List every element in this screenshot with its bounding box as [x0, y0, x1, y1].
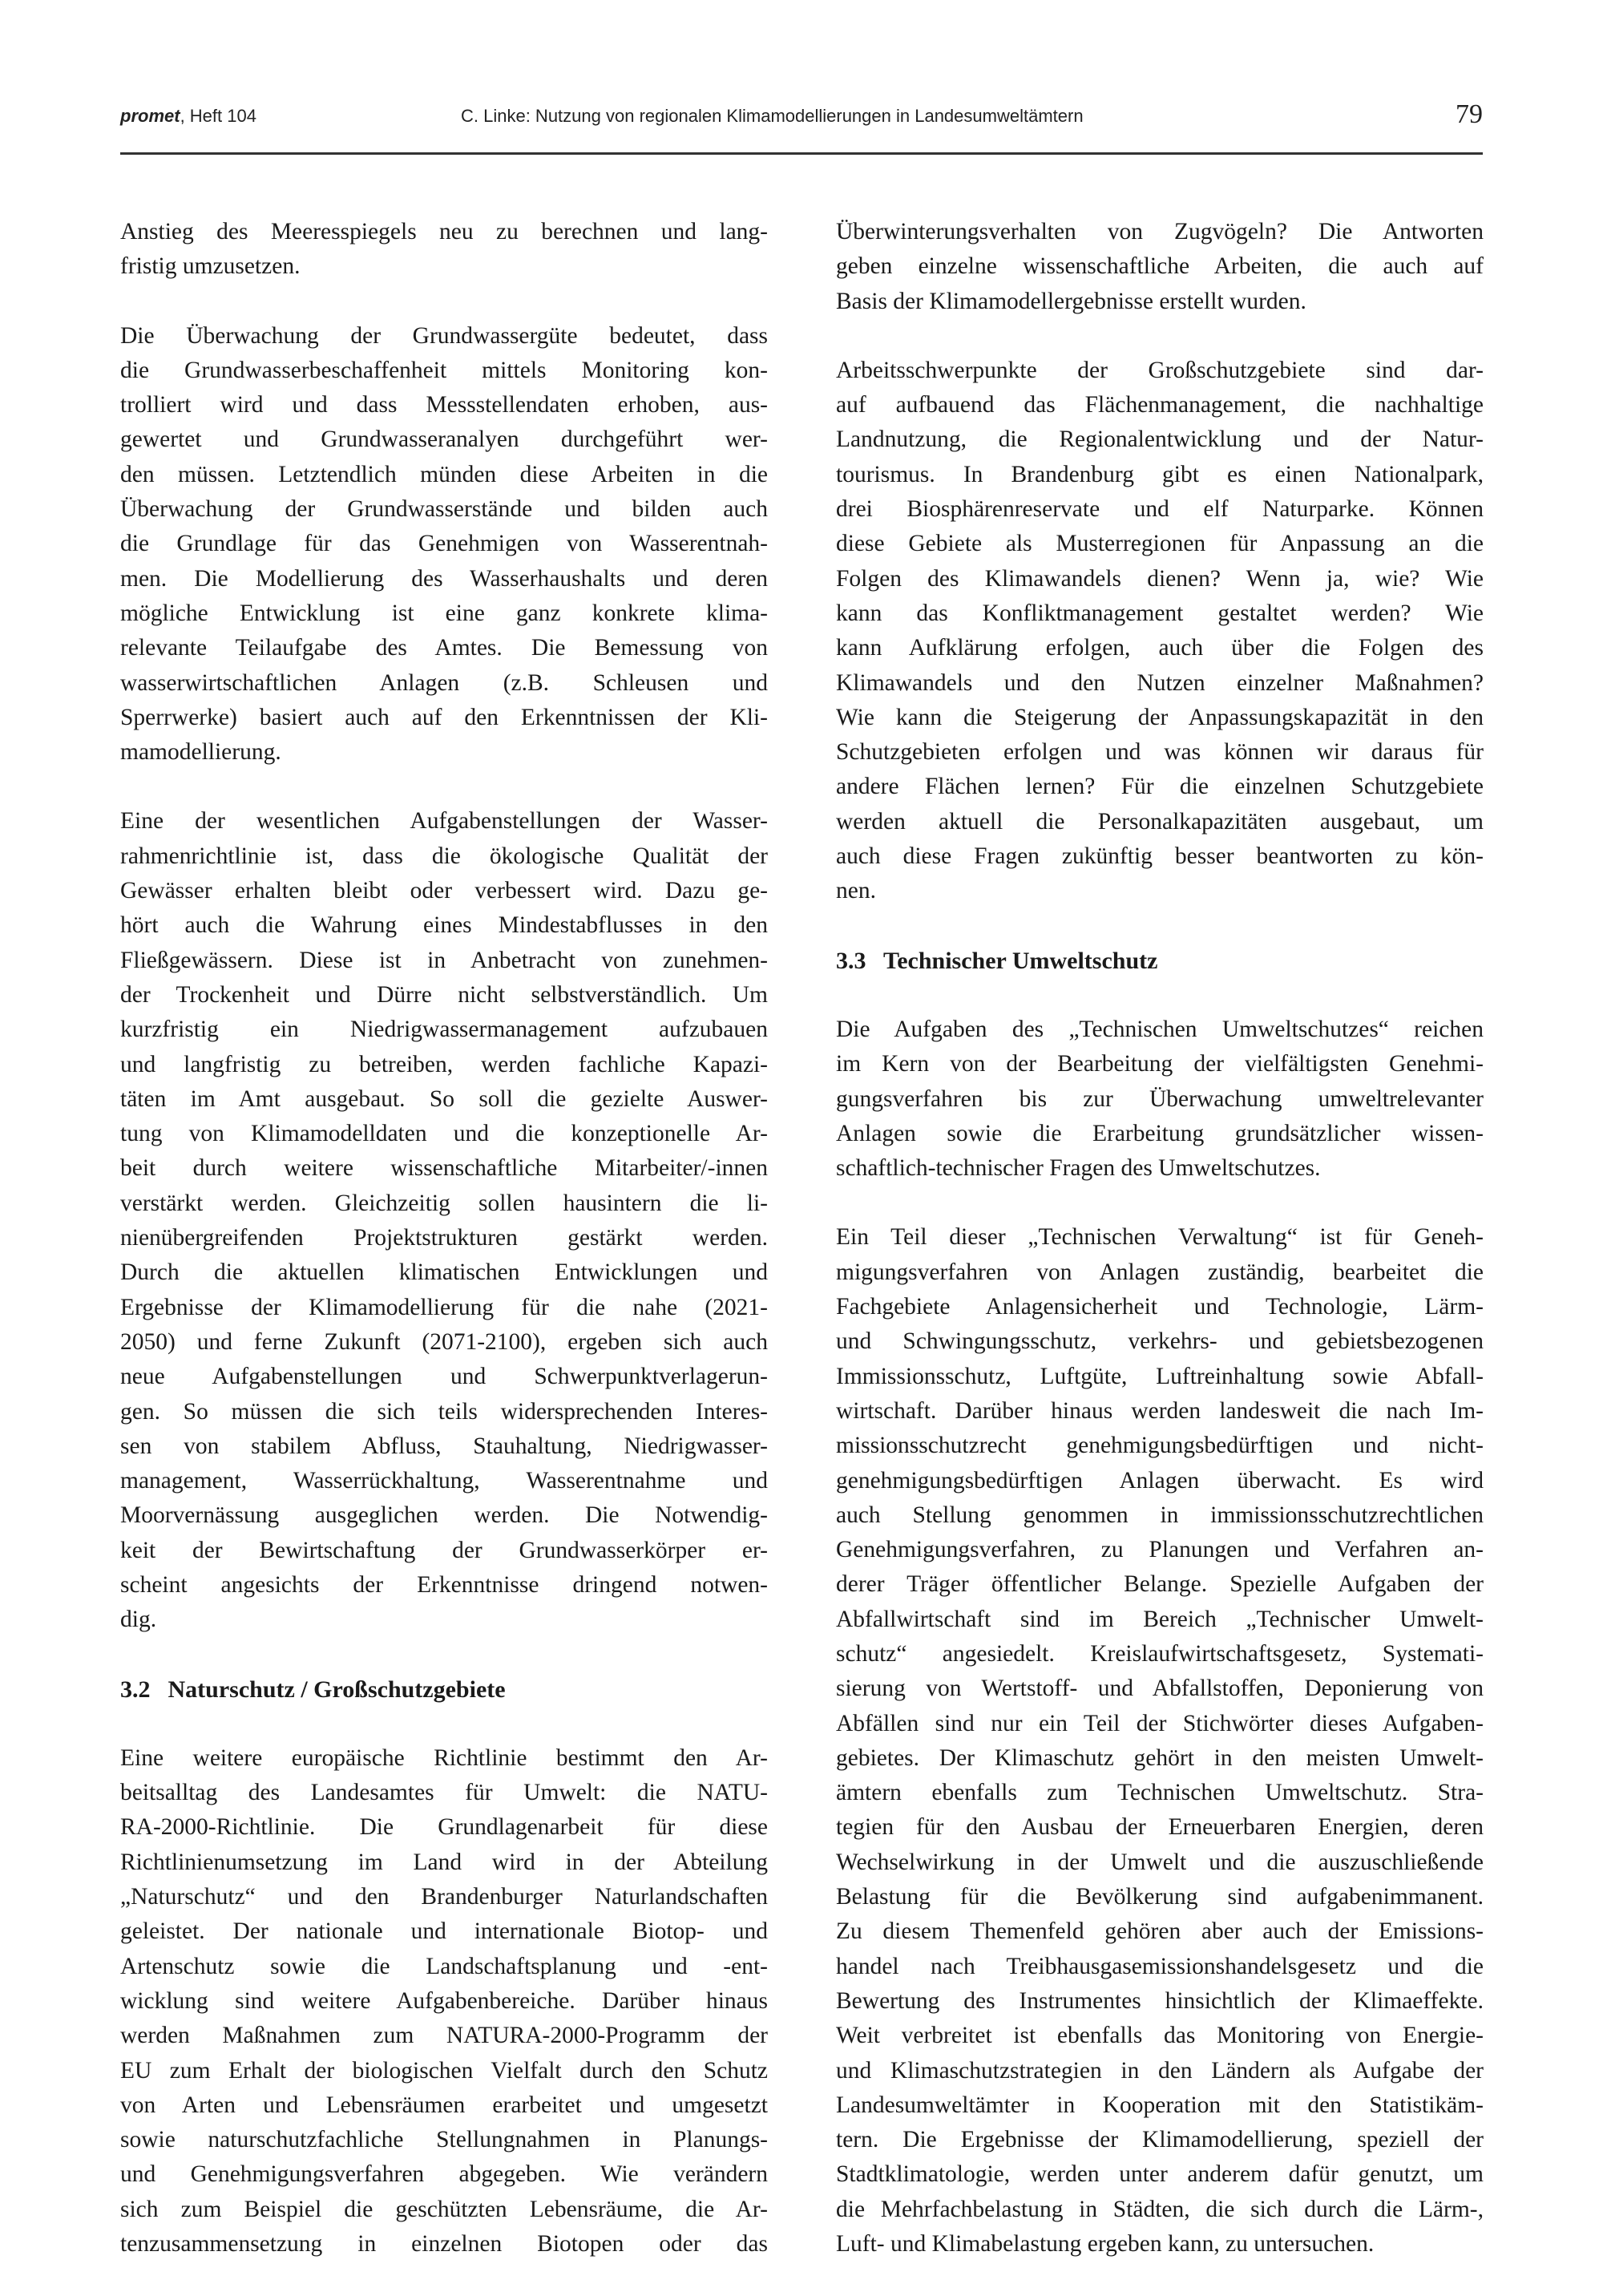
text-line: Gewässer erhalten bleibt oder verbessert wird. Dazu ge- — [120, 878, 768, 904]
text-line: trolliert wird und dass Messstellendaten erhoben, aus- — [120, 392, 768, 418]
text-line: handel nach Treibhausgasemissionshandelsgesetz und die — [836, 1953, 1484, 1979]
text-line: Moorvernässung ausgeglichen werden. Die Notwendig- — [120, 1502, 768, 1529]
text-line: und langfristig zu betreiben, werden fachliche Kapazi- — [120, 1051, 768, 1077]
text-line: täten im Amt ausgebaut. So soll die gezielte Auswer- — [120, 1085, 768, 1112]
text-line: gungsverfahren bis zur Überwachung umweltrelevanter — [836, 1085, 1484, 1112]
text-line: Folgen des Klimawandels dienen? Wenn ja, wie? Wie — [836, 565, 1484, 592]
text-line: Basis der Klimamodellergebnisse erstellt wurden. — [836, 288, 1306, 314]
text-line: geleistet. Der nationale und internationale Biotop- und — [120, 1918, 768, 1945]
text-line: keit der Bewirtschaftung der Grundwasserkörper er- — [120, 1537, 768, 1563]
text-line: Durch die aktuellen klimatischen Entwicklungen und — [120, 1259, 768, 1286]
text-line: andere Flächen lernen? Für die einzelnen Schutzgebiete — [836, 774, 1484, 800]
text-line: beit durch weitere wissenschaftliche Mitarbeiter/-innen — [120, 1155, 768, 1182]
text-line: Genehmigungsverfahren, zu Planungen und Verfahren an- — [836, 1537, 1484, 1563]
text-line: missionsschutzrecht genehmigungsbedürftigen und nicht- — [836, 1433, 1484, 1459]
text-line: verstärkt werden. Gleichzeitig sollen hausintern die li- — [120, 1190, 768, 1216]
text-line: ämtern ebenfalls zum Technischen Umweltschutz. Stra- — [836, 1780, 1484, 1806]
text-line: wasserwirtschaftlichen Anlagen (z.B. Schleusen und — [120, 669, 768, 696]
text-line: auf aufbauend das Flächenmanagement, die nachhaltige — [836, 392, 1484, 418]
text-line: drei Biosphärenreservate und elf Naturparke. Können — [836, 496, 1484, 523]
text-line: Eine weitere europäische Richtlinie bestimmt den Ar- — [120, 1744, 768, 1771]
text-line: im Kern von der Bearbeitung der vielfältigsten Genehmi- — [836, 1051, 1484, 1077]
paragraph — [836, 354, 1484, 909]
text-line: sen von stabilem Abfluss, Stauhaltung, Niedrigwasser- — [120, 1433, 768, 1459]
paragraph — [120, 319, 768, 770]
running-header — [120, 99, 1483, 135]
text-line: 2050) und ferne Zukunft (2071-2100), ergeben sich auch — [120, 1328, 768, 1355]
text-line: werden Maßnahmen zum NATURA-2000-Programm der — [120, 2023, 768, 2049]
text-line: hört auch die Wahrung eines Mindestabflusses in den — [120, 912, 768, 939]
text-line: Richtlinienumsetzung im Land wird in der Abteilung — [120, 1849, 768, 1875]
text-line: Anlagen sowie die Erarbeitung grundsätzlicher wissen- — [836, 1120, 1484, 1146]
text-line: auch Stellung genommen in immissionsschutzrechtlichen — [836, 1502, 1484, 1528]
text-line: Anstieg des Meeresspiegels neu zu berechnen und lang- — [120, 219, 768, 245]
issue-label: , Heft 104 — [180, 106, 256, 126]
left-column — [120, 215, 768, 2296]
text-line: Schutzgebieten erfolgen und was können wir daraus für — [836, 739, 1484, 766]
section-heading-3-3 — [836, 944, 1484, 978]
text-line: Arbeitsschwerpunkte der Großschutzgebiete sind dar- — [836, 357, 1484, 383]
right-column — [836, 215, 1484, 2296]
text-line: Immissionsschutz, Luftgüte, Luftreinhaltung sowie Abfall- — [836, 1363, 1484, 1389]
text-line: Fachgebiete Anlagensicherheit und Technologie, Lärm- — [836, 1294, 1484, 1320]
text-line: gebietes. Der Klimaschutz gehört in den meisten Umwelt- — [836, 1744, 1484, 1771]
text-line: migungsverfahren von Anlagen zuständig, bearbeitet die — [836, 1259, 1484, 1285]
text-line: Stadtklimatologie, werden unter anderem dafür genutzt, um — [836, 2161, 1484, 2188]
text-line: rahmenrichtlinie ist, dass die ökologische Qualität der — [120, 843, 768, 869]
text-line: Klimawandels und den Nutzen einzelner Maßnahmen? — [836, 669, 1484, 696]
text-line: auch diese Fragen zukünftig besser beantworten zu kön- — [836, 843, 1484, 870]
text-line: wirtschaft. Darüber hinaus werden landesweit die nach Im- — [836, 1397, 1484, 1424]
text-line: sowie naturschutzfachliche Stellungnahmen in Planungs- — [120, 2127, 768, 2153]
text-line: Ein Teil dieser „Technischen Verwaltung“ ist für Geneh- — [836, 1224, 1484, 1251]
text-line: Landnutzung, die Regionalentwicklung und der Natur- — [836, 426, 1484, 453]
text-line: Überwachung der Grundwasserstände und bilden auch — [120, 496, 768, 523]
text-line: gewertet und Grundwasseranalyen durchgeführt wer- — [120, 426, 768, 453]
text-line: kurzfristig ein Niedrigwassermanagement aufzubauen — [120, 1017, 768, 1043]
text-line: Wechselwirkung in der Umwelt und die auszuschließende — [836, 1849, 1484, 1875]
text-line: gen. So müssen die sich teils widersprechenden Interes- — [120, 1398, 768, 1425]
text-line: scheint angesichts der Erkenntnisse dringend notwen- — [120, 1571, 768, 1598]
journal-issue — [120, 106, 256, 127]
text-line: men. Die Modellierung des Wasserhaushalts und deren — [120, 565, 768, 592]
section-number: 3.2 — [120, 1676, 151, 1703]
text-line: Die Aufgaben des „Technischen Umweltschutzes“ reichen — [836, 1016, 1484, 1042]
text-line: RA-2000-Richtlinie. Die Grundlagenarbeit für diese — [120, 1814, 768, 1841]
text-line: und Schwingungsschutz, verkehrs- und gebietsbezogenen — [836, 1328, 1484, 1355]
paragraph — [120, 1741, 768, 2262]
section-title: Naturschutz / Großschutzgebiete — [168, 1676, 506, 1703]
text-line: von Arten und Lebensräumen erarbeitet und umgesetzt — [120, 2092, 768, 2118]
text-line: und Klimaschutzstrategien in den Ländern als Aufgabe der — [836, 2057, 1484, 2084]
text-line: mögliche Entwicklung ist eine ganz konkrete klima- — [120, 600, 768, 626]
section-title: Technischer Umweltschutz — [882, 947, 1158, 974]
text-line: Abfällen sind nur ein Teil der Stichwörter dieses Aufgaben- — [836, 1710, 1484, 1736]
text-line: Landesumweltämter in Kooperation mit den Statistikäm- — [836, 2092, 1484, 2118]
text-line: Zu diesem Themenfeld gehören aber auch der Emissions- — [836, 1918, 1484, 1945]
text-line: Fließgewässern. Diese ist in Anbetracht von zunehmen- — [120, 947, 768, 973]
text-line: kann das Konfliktmanagement gestaltet werden? Wie — [836, 600, 1484, 626]
text-line: genehmigungsbedürftigen Anlagen überwacht. Es wird — [836, 1467, 1484, 1494]
text-line: nienübergreifenden Projektstrukturen gestärkt werden. — [120, 1225, 768, 1251]
text-line: werden aktuell die Personalkapazitäten ausgebaut, um — [836, 808, 1484, 835]
text-line: diese Gebiete als Musterregionen für Anpassung an die — [836, 531, 1484, 557]
text-line: wicklung sind weitere Aufgabenbereiche. Darüber hinaus — [120, 1987, 768, 2014]
text-line: tung von Klimamodelldaten und die konzeptionelle Ar- — [120, 1121, 768, 1147]
text-line: tegien für den Ausbau der Erneuerbaren Energien, deren — [836, 1814, 1484, 1841]
text-line: management, Wasserrückhaltung, Wasserentnahme und — [120, 1468, 768, 1494]
text-line: relevante Teilaufgabe des Amtes. Die Bemessung von — [120, 635, 768, 661]
text-line: dig. — [120, 1607, 157, 1633]
text-line: Luft- und Klimabelastung ergeben kann, zu untersuchen. — [836, 2231, 1375, 2258]
text-line: sierung von Wertstoff- und Abfallstoffen, Deponierung von — [836, 1676, 1484, 1702]
text-line: sich zum Beispiel die geschützten Lebensräume, die Ar- — [120, 2196, 768, 2222]
text-line: fristig umzusetzen. — [120, 253, 301, 280]
page-number: 79 — [1456, 99, 1483, 129]
text-line: beitsalltag des Landesamtes für Umwelt: die NATU- — [120, 1780, 768, 1806]
text-line: „Naturschutz“ und den Brandenburger Naturlandschaften — [120, 1884, 768, 1910]
text-line: tenzusammensetzung in einzelnen Biotopen oder das — [120, 2231, 768, 2258]
text-line: schutz“ angesiedelt. Kreislaufwirtschaftsgesetz, Systemati- — [836, 1640, 1484, 1667]
section-heading-3-2 — [120, 1672, 768, 1707]
text-line: kann Aufklärung erfolgen, auch über die Folgen des — [836, 635, 1484, 661]
journal-name: promet — [120, 106, 180, 126]
text-line: die Grundwasserbeschaffenheit mittels Monitoring kon- — [120, 357, 768, 383]
text-line: derer Träger öffentlicher Belange. Spezielle Aufgaben der — [836, 1571, 1484, 1598]
paragraph — [120, 804, 768, 1637]
text-line: Abfallwirtschaft sind im Bereich „Technischer Umwelt- — [836, 1606, 1484, 1632]
text-line: Wie kann die Steigerung der Anpassungskapazität in den — [836, 704, 1484, 730]
text-line: Die Überwachung der Grundwassergüte bedeutet, dass — [120, 322, 768, 349]
text-line: geben einzelne wissenschaftliche Arbeiten, die auch auf — [836, 253, 1484, 280]
text-line: neue Aufgabenstellungen und Schwerpunktverlagerun- — [120, 1364, 768, 1390]
text-line: Belastung für die Bevölkerung sind aufgabenimmanent. — [836, 1884, 1484, 1910]
text-line: Artenschutz sowie die Landschaftsplanung und -ent- — [120, 1953, 768, 1979]
text-line: tourismus. In Brandenburg gibt es einen Nationalpark, — [836, 461, 1484, 487]
text-line: die Mehrfachbelastung in Städten, die sich durch die Lärm-, — [836, 2196, 1484, 2222]
text-line: Eine der wesentlichen Aufgabenstellungen der Wasser- — [120, 808, 768, 835]
paragraph — [120, 215, 768, 285]
text-line: schaftlich-technischer Fragen des Umweltschutzes. — [836, 1155, 1321, 1182]
paragraph — [836, 1220, 1484, 2262]
text-line: die Grundlage für das Genehmigen von Wasserentnah- — [120, 531, 768, 557]
text-line: Weit verbreitet ist ebenfalls das Monitoring von Energie- — [836, 2023, 1484, 2049]
text-line: Überwinterungsverhalten von Zugvögeln? Die Antworten — [836, 219, 1484, 245]
text-line: der Trockenheit und Dürre nicht selbstverständlich. Um — [120, 981, 768, 1008]
paragraph — [836, 1013, 1484, 1186]
section-number: 3.3 — [836, 947, 866, 974]
header-rule — [120, 152, 1483, 155]
text-line: und Genehmigungsverfahren abgegeben. Wie verändern — [120, 2161, 768, 2188]
text-line: Sperrwerke) basiert auch auf den Erkenntnissen der Kli- — [120, 704, 768, 730]
paragraph — [836, 215, 1484, 319]
text-line: mamodellierung. — [120, 739, 281, 766]
text-line: nen. — [836, 878, 876, 904]
text-line: Ergebnisse der Klimamodellierung für die nahe (2021- — [120, 1294, 768, 1320]
text-line: tern. Die Ergebnisse der Klimamodellierung, speziell der — [836, 2127, 1484, 2153]
text-line: EU zum Erhalt der biologischen Vielfalt durch den Schutz — [120, 2057, 768, 2084]
text-line: den müssen. Letztendlich münden diese Arbeiten in die — [120, 461, 768, 487]
text-line: Bewertung des Instrumentes hinsichtlich der Klimaeffekte. — [836, 1987, 1484, 2014]
running-title: C. Linke: Nutzung von regionalen Klimamodellierungen in Landesumweltämtern — [461, 106, 1084, 126]
